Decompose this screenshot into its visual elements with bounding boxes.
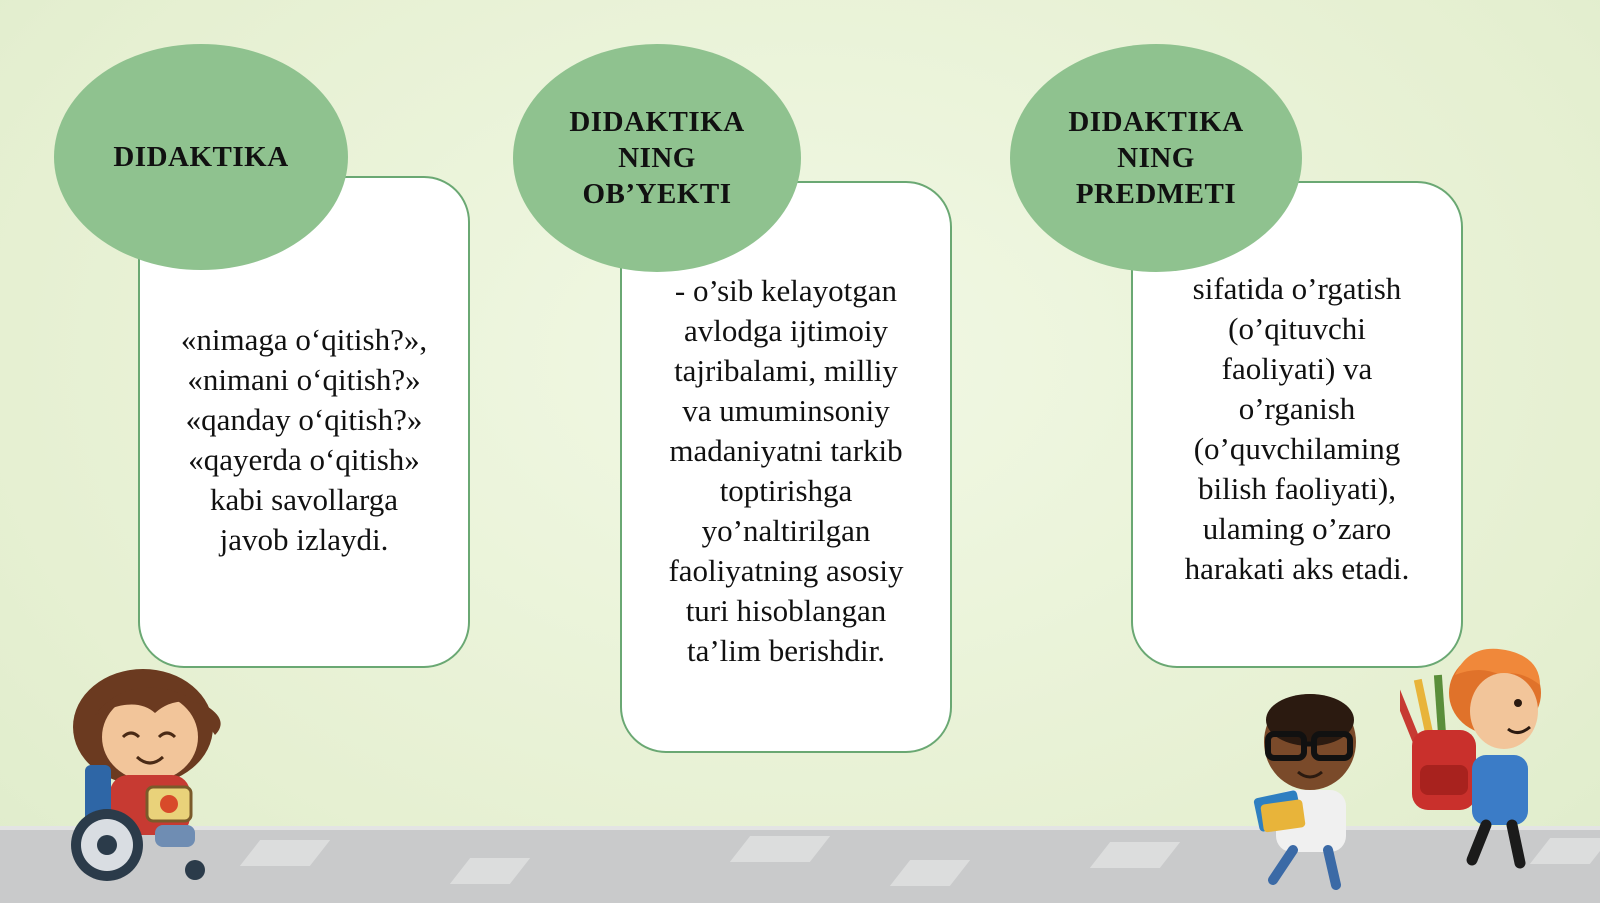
definition-text: «nimaga o‘qitish?», «nimani o‘qitish?» «qanday o‘qitish?» «qayerda o‘qitish» kabi savollarga javob izlaydi. <box>180 322 428 557</box>
object-title-oval: DIDAKTIKA NING OB’YEKTI <box>513 44 801 272</box>
subject-title-oval: DIDAKTIKA NING PREDMETI <box>1010 44 1302 272</box>
girl-in-wheelchair-illustration <box>55 665 240 885</box>
object-text: - o’sib kelayotgan avlodga ijtimoiy tajribalami, milliy va umuminsoniy madaniyatni tarkib toptirishga yo’naltirilgan faoliyatning asosiy turi hisoblangan ta’lim berishdir. <box>668 273 904 668</box>
definition-title-oval: DIDAKTIKA <box>54 44 348 270</box>
boy-with-backpack-illustration <box>1400 645 1550 875</box>
boy-with-glasses-illustration <box>1248 690 1378 890</box>
subject-text: sifatida o’rgatish (o’qituvchi faoliyati) va o’rganish (o’quvchilaming bilish faoliyati), ulaming o’zaro harakati aks etadi. <box>1184 271 1410 586</box>
